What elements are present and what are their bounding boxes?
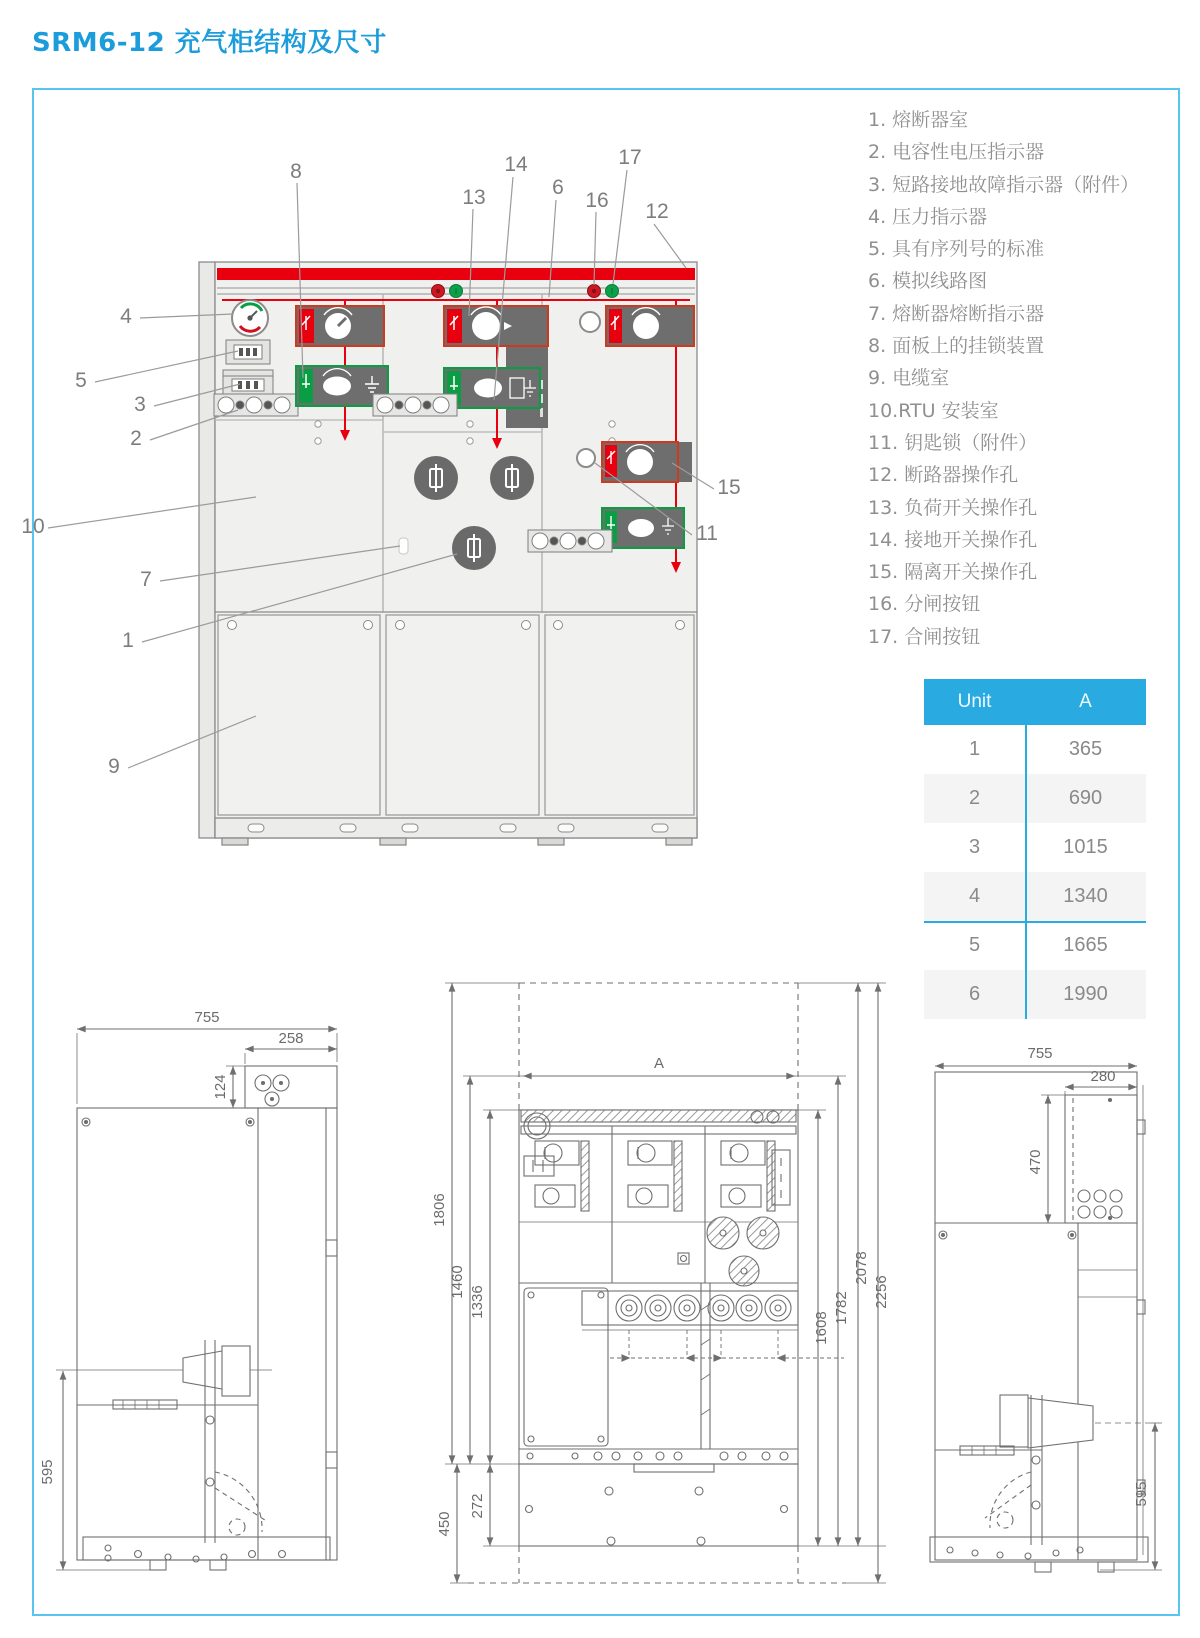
earth-switch-module-3 xyxy=(602,508,684,548)
cell-a: 690 xyxy=(1068,787,1103,809)
voltage-indicator-strip-1 xyxy=(214,394,298,416)
callout-13: 13 xyxy=(462,186,486,209)
dim-right-h1: 1608 xyxy=(813,1311,830,1345)
legend-item-1: 1. 熔断器室 xyxy=(868,109,969,131)
callout-3: 3 xyxy=(134,393,146,416)
dim-base-h: 450 xyxy=(436,1511,453,1537)
breaker-operation-module xyxy=(606,306,694,346)
cell-a: 1015 xyxy=(1063,836,1108,858)
open-button-3 xyxy=(588,285,601,298)
cell-a: 365 xyxy=(1068,738,1103,760)
cell-a: 1340 xyxy=(1063,885,1108,907)
legend-item-10: 10.RTU 安装室 xyxy=(868,399,999,422)
table-header-unit: Unit xyxy=(957,691,992,712)
dim-base-inner: 272 xyxy=(469,1493,486,1519)
callout-4: 4 xyxy=(120,305,132,328)
dim-recess-width-left: 258 xyxy=(278,1030,304,1047)
callout-14: 14 xyxy=(504,153,528,176)
close-button-3 xyxy=(606,285,619,298)
dim-h-body: 1336 xyxy=(469,1285,486,1319)
dim-recess-width-right: 280 xyxy=(1090,1068,1116,1085)
cell-a: 1665 xyxy=(1063,934,1108,956)
side-view-right xyxy=(930,1066,1162,1572)
dim-recess-height-left: 124 xyxy=(212,1074,229,1100)
open-button-2 xyxy=(432,285,445,298)
table-row xyxy=(924,774,1146,823)
legend-item-15: 15. 隔离开关操作孔 xyxy=(868,561,1038,584)
close-button-2 xyxy=(450,285,463,298)
legend-item-6: 6. 模拟线路图 xyxy=(868,270,988,293)
cell-a: 1990 xyxy=(1063,983,1108,1005)
table-header-a: A xyxy=(1079,691,1092,712)
legend-item-7: 7. 熔断器熔断指示器 xyxy=(868,302,1045,325)
pressure-gauge xyxy=(232,300,268,336)
callout-5: 5 xyxy=(75,369,87,392)
legend-item-8: 8. 面板上的挂锁装置 xyxy=(868,335,1045,358)
page-title: SRM6-12 充气柜结构及尺寸 xyxy=(32,28,387,58)
cell-unit: 3 xyxy=(968,836,981,858)
callout-9: 9 xyxy=(108,755,120,778)
key-lock xyxy=(577,449,595,467)
callout-6: 6 xyxy=(552,176,564,199)
callout-17: 17 xyxy=(618,146,642,169)
legend-item-14: 14. 接地开关操作孔 xyxy=(868,528,1038,551)
dim-h-mid: 1460 xyxy=(449,1265,466,1299)
table-row xyxy=(924,823,1146,872)
dim-width-left: 755 xyxy=(194,1009,220,1026)
callout-2: 2 xyxy=(130,427,142,450)
table-row xyxy=(924,872,1146,921)
legend-item-12: 12. 断路器操作孔 xyxy=(868,464,1019,487)
legend-item-4: 4. 压力指示器 xyxy=(868,205,988,228)
cell-unit: 2 xyxy=(968,787,981,809)
dimension-drawings xyxy=(35,930,1175,1620)
cabinet-front-diagram xyxy=(20,140,760,860)
voltage-indicator-strip-2 xyxy=(373,394,457,416)
legend-item-13: 13. 负荷开关操作孔 xyxy=(868,496,1038,519)
callout-15: 15 xyxy=(717,476,741,499)
callout-12: 12 xyxy=(645,200,669,223)
callout-16: 16 xyxy=(585,189,609,212)
front-view xyxy=(445,983,886,1583)
side-view-left xyxy=(56,1029,337,1570)
dim-height-ref-right: 595 xyxy=(1133,1481,1150,1507)
dim-h-outer: 1806 xyxy=(431,1193,448,1227)
legend-item-16: 16. 分闸按钮 xyxy=(868,593,981,616)
dim-right-h3: 2078 xyxy=(853,1251,870,1285)
dim-recess-height-right: 470 xyxy=(1027,1149,1044,1175)
legend-item-17: 17. 合闸按钮 xyxy=(868,625,981,648)
callout-7: 7 xyxy=(140,568,152,591)
dim-width-A: A xyxy=(653,1055,665,1072)
disconnector-module xyxy=(602,442,692,482)
legend-item-5: 5. 具有序列号的标准 xyxy=(868,238,1045,261)
breaker-indicator-window xyxy=(580,312,600,332)
cell-unit: 5 xyxy=(968,934,981,956)
table-section-divider xyxy=(924,921,1146,923)
legend-item-3: 3. 短路接地故障指示器（附件） xyxy=(868,173,1140,196)
voltage-indicator-strip-3 xyxy=(528,530,612,552)
legend-item-9: 9. 电缆室 xyxy=(868,367,950,390)
legend-item-2: 2. 电容性电压指示器 xyxy=(868,141,1045,164)
legend xyxy=(868,104,1139,653)
dim-right-h2: 1782 xyxy=(833,1291,850,1325)
table-header-row xyxy=(924,679,1146,725)
cabinet-structure xyxy=(199,262,697,845)
earth-switch-module-2 xyxy=(444,368,540,408)
callout-10: 10 xyxy=(21,515,45,538)
dim-height-ref-left: 595 xyxy=(39,1459,56,1485)
callout-1: 1 xyxy=(122,629,134,652)
side-view-left-dims xyxy=(39,1009,304,1485)
load-switch-module-1 xyxy=(296,306,384,346)
fuse-blown-indicator xyxy=(399,538,408,554)
top-red-bar xyxy=(217,268,695,280)
table-row xyxy=(924,725,1146,774)
dim-right-h4: 2256 xyxy=(873,1275,890,1309)
callout-11: 11 xyxy=(696,522,718,545)
cell-unit: 4 xyxy=(968,885,981,907)
legend-item-11: 11. 钥匙锁（附件） xyxy=(868,431,1038,454)
dim-width-right: 755 xyxy=(1027,1045,1053,1062)
cell-unit: 6 xyxy=(968,983,981,1005)
callout-8: 8 xyxy=(290,160,302,183)
cell-unit: 1 xyxy=(968,738,981,760)
